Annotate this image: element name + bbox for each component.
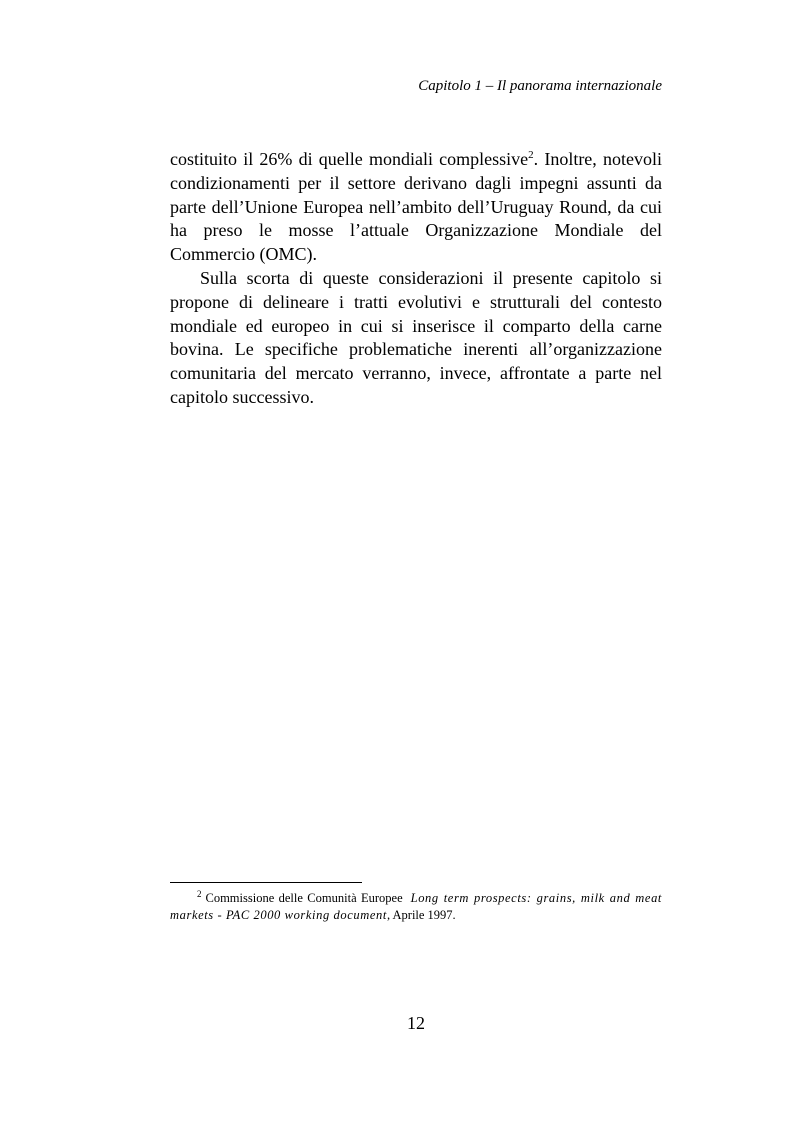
running-header: Capitolo 1 – Il panorama internazionale bbox=[418, 78, 662, 94]
footnote-date: , Aprile 1997. bbox=[386, 908, 456, 922]
footnote-divider bbox=[170, 882, 362, 883]
footnote-title: Long term prospects: grains, milk and meat markets - PAC 2000 working document bbox=[170, 891, 662, 922]
body-text bbox=[170, 148, 662, 410]
page-number: 12 bbox=[407, 1013, 425, 1033]
footnote-source: Commissione delle Comunità Europee bbox=[205, 891, 403, 905]
paragraph-1-text-start: costituito il 26% di quelle mondiali complessive bbox=[170, 149, 529, 169]
paragraph-1-text-end: . Inoltre, notevoli condizionamenti per il settore derivano dagli impegni assunti da parte dell’Unione Europea nell’ambito dell’Uruguay Round, da cui ha preso le mosse l’attuale Organizzazione Mondiale del Commercio (OMC). bbox=[170, 149, 662, 265]
footnote-reference: 2 bbox=[528, 149, 534, 161]
footnote bbox=[170, 890, 662, 924]
paragraph-1 bbox=[170, 148, 662, 267]
footnote-number: 2 bbox=[197, 889, 202, 899]
paragraph-2: Sulla scorta di queste considerazioni il presente capitolo si propone di delineare i tratti evolutivi e strutturali del contesto mondiale ed europeo in cui si inserisce il comparto della carne bovina. Le specifiche problematiche inerenti all’organizzazione comunitaria del mercato verranno, invece, affrontate a parte nel capitolo successivo. bbox=[170, 267, 662, 407]
